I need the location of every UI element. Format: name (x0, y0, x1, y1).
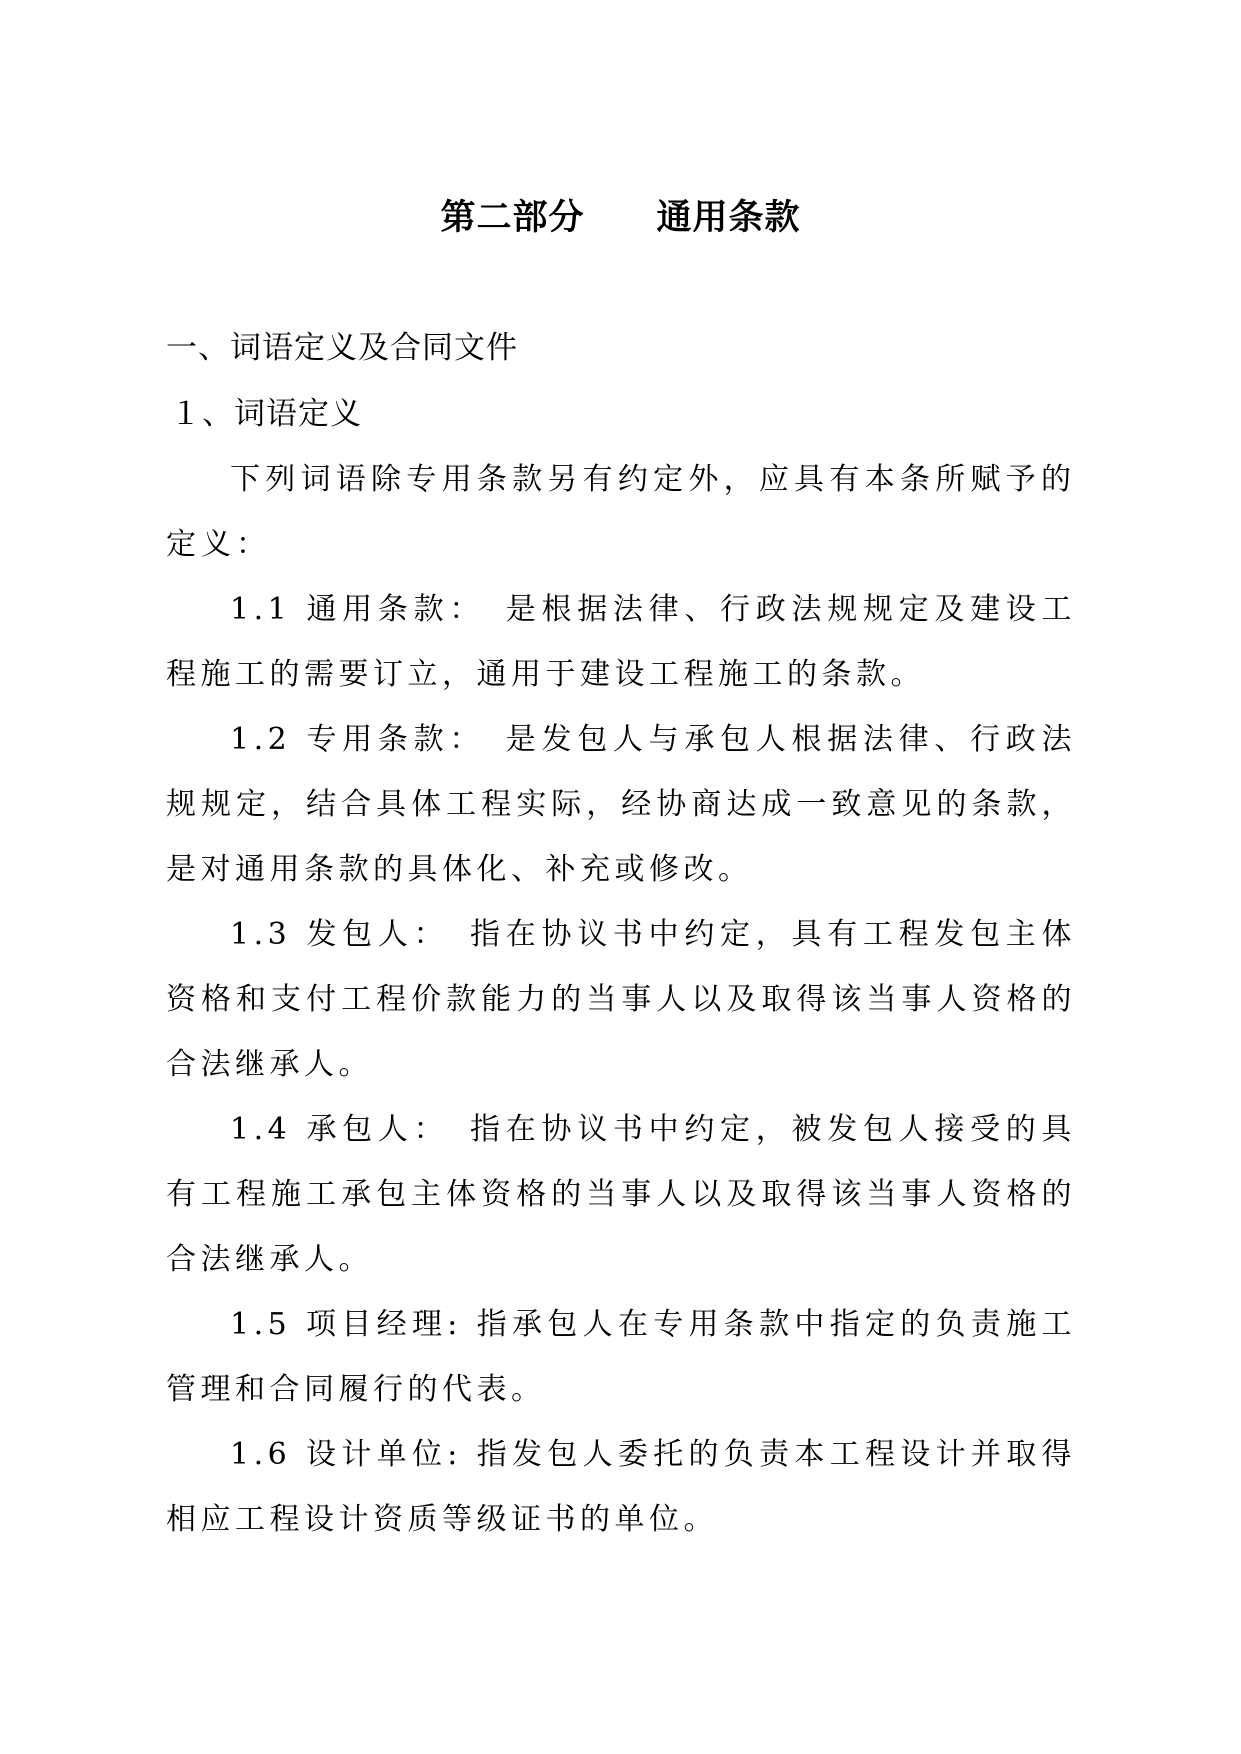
clause-1-1: 1.1 通用条款： 是根据法律、行政法规规定及建设工程施工的需要订立，通用于建设工程施工的条款。 (166, 592, 1076, 692)
clause-1-3: 1.3 发包人： 指在协议书中约定，具有工程发包主体资格和支付工程价款能力的当事人以及取得该当事人资格的合法继承人。 (166, 917, 1076, 1082)
clause-1-2: 1.2 专用条款： 是发包人与承包人根据法律、行政法规规定，结合具体工程实际，经协商达成一致意见的条款，是对通用条款的具体化、补充或修改。 (166, 722, 1076, 887)
clause-1-6: 1.6 设计单位: 指发包人委托的负责本工程设计并取得相应工程设计资质等级证书的单位。 (166, 1437, 1076, 1537)
clause-1-5: 1.5 项目经理: 指承包人在专用条款中指定的负责施工管理和合同履行的代表。 (166, 1307, 1076, 1407)
section-heading: 一、词语定义及合同文件 (166, 330, 518, 366)
intro-paragraph: 下列词语除专用条款另有约定外，应具有本条所赋予的定义： (166, 462, 1076, 562)
clause-1-4: 1.4 承包人： 指在协议书中约定，被发包人接受的具有工程施工承包主体资格的当事人以及取得该当事人资格的合法继承人。 (166, 1112, 1076, 1277)
document-body (166, 447, 1076, 1552)
subsection-heading: １、词语定义 (170, 396, 362, 432)
page-title: 第二部分 通用条款 (440, 198, 801, 238)
